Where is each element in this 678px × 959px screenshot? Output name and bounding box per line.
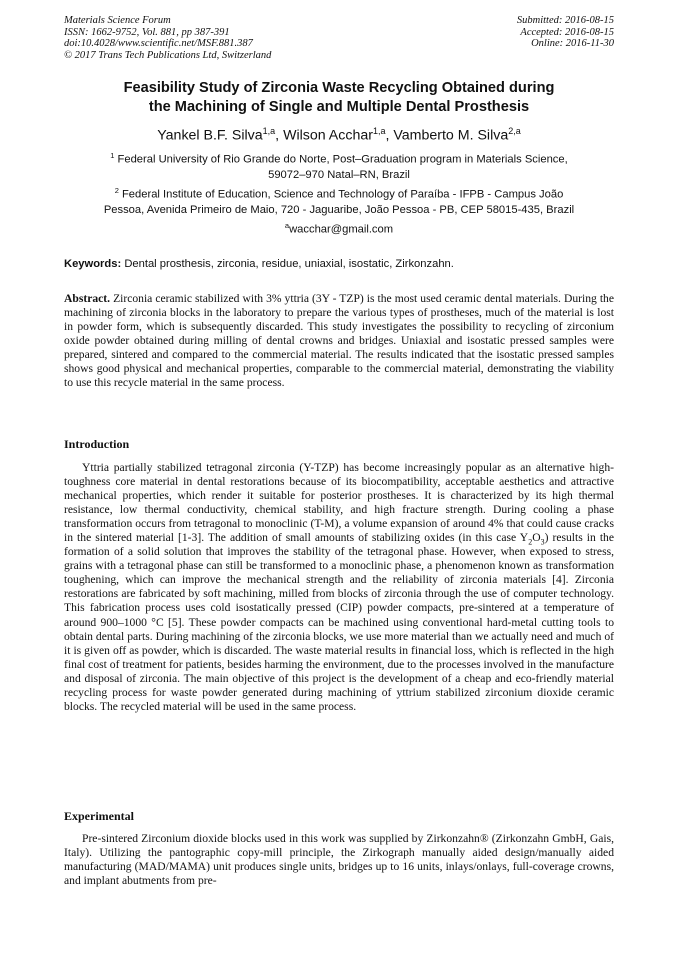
affiliation-1 — [64, 148, 614, 183]
formula-sub-1: 2 — [528, 537, 533, 547]
author-2-affil: 1,a — [372, 126, 386, 136]
journal-doi[interactable]: doi:10.4028/www.scientific.net/MSF.881.387 — [64, 38, 253, 49]
affiliation-1-line-1: Federal University of Rio Grande do Norte, Post–Graduation program in Materials Science, — [117, 153, 568, 166]
paper-title — [40, 79, 638, 116]
authors: Yankel B.F. Silva$^{1,a}$, Wilson Acchar$^{1,a}$, Vamberto M. Silva$^{2,a}$ — [157, 126, 521, 144]
contact-email — [64, 221, 614, 236]
introduction-text-2: ) results in the formation of a solid solution that improves the stability of the tetragonal phase. However, when exposed to stress, grains with a tetragonal phase can still be transformed to a monoclinic phase, a phenomenon known as transformation toughening, which can improve the mechanical strength and the reliability of zirconia materials [4]. Zirconia restorations are fabricated by soft machining, milled from blocks of zirconia through the use of computer technology. This fabrication process uses cold isostatically pressed (CIP) powder compacts, pre-sintered at a temperature of around 900–1000 °C [5]. These powder compacts can be machined using conventional hard-metal cutting tools to obtain dental parts. During machining of the zirconia blocks, we use more material than we actually need and much of it is given off as powder, which is discarded. The waste material results in financial loss, which is reflected in the high final cost of treatment for patients, besides harming the environment, due to the processes involved in the manufacture and disposal of zirconia. The main objective of this project is the development of a cheap and eco-friendly material recycling process for waste powder generated during machining of yttrium stabilized zirconium dioxide ceramic blocks. The recycled material will be used in the same process. — [64, 531, 614, 713]
experimental-body: Pre-sintered Zirconium dioxide blocks used in this work was supplied by Zirkonzahn® (Zirkonzahn GmbH, Gais, Italy). Utilizing the pantographic copy-mill principle, the Zirkograph manually aided design/manually aided manufacturing (MAD/MAMA) unit produces single units, bridges up to 16 units, inlays/onlays, full-coverage crowns, and implant abutments from pre- — [64, 832, 614, 888]
affiliation-2-number: 2 — [114, 186, 119, 195]
keywords-label: Keywords: — [64, 258, 122, 270]
author-2: Wilson Acchar — [283, 127, 373, 144]
journal-copyright: © 2017 Trans Tech Publications Ltd, Switzerland — [64, 49, 272, 61]
introduction-text-1: Yttria partially stabilized tetragonal zirconia (Y-TZP) has become increasingly popular as an alternative high-toughness core material in dental restorations because of its biocompatibility, acceptable aesthetics and attractive mechanical properties, which render it suitable for posterior prostheses. It is characterized by its high thermal resistance, low thermal conductivity, chemical stability, and high fracture strength. During cooling a phase transformation occurs from tetragonal to monoclinic (T-M), a volume expansion of around 4% that could cause cracks in the sintered material [1-3]. The addition of small amounts of stabilizing oxides (in this case Y — [64, 461, 614, 545]
abstract-label: Abstract. — [64, 292, 111, 305]
introduction-body — [64, 461, 614, 714]
author-3: Vamberto M. Silva — [393, 127, 509, 144]
affiliation-2-line-1: Federal Institute of Education, Science and Technology of Paraíba - IFPB - Campus João — [121, 188, 564, 201]
author-3-affil: 2,a — [508, 126, 521, 136]
journal-issn: ISSN: 1662-9752, Vol. 881, pp 387-391 — [64, 26, 230, 38]
email-marker: a — [284, 221, 290, 230]
keywords-text: Dental prosthesis, zirconia, residue, uniaxial, isostatic, Zirkonzahn. — [124, 258, 454, 270]
dates-header — [517, 15, 614, 50]
introduction-heading: Introduction — [64, 437, 130, 451]
journal-header — [64, 15, 271, 61]
formula-sub-2: 3 — [540, 537, 545, 547]
author-1-affil: 1,a — [262, 126, 276, 136]
affiliation-1-number: 1 — [110, 151, 115, 160]
abstract — [64, 292, 614, 390]
online-date: Online: 2016-11-30 — [531, 38, 614, 49]
affiliation-1-line-2: 59072–970 Natal–RN, Brazil — [268, 168, 410, 181]
accepted-date: Accepted: 2016-08-15 — [520, 26, 614, 38]
submitted-date: Submitted: 2016-08-15 — [516, 15, 614, 26]
experimental-heading: Experimental — [64, 809, 134, 823]
affiliation-2 — [64, 183, 614, 218]
email-address[interactable]: wacchar@gmail.com — [289, 223, 394, 236]
keywords — [64, 258, 614, 270]
title-line-2: the Machining of Single and Multiple Dental Prosthesis — [148, 98, 530, 115]
abstract-text: Zirconia ceramic stabilized with 3% yttria (3Y - TZP) is the most used ceramic dental materials. During the machining of zirconia blocks in the laboratory to prepare the various types of prostheses, much of the material is lost in powder form, which is subsequently discarded. This study investigates the possibility to recycling of zirconium oxide powder obtained during milling of dental crowns and bridges. Uniaxial and isostatic pressed samples were prepared, sintered and compared to the commercial material. The results indicated that the isostatic pressed samples shows good physical and mechanical properties, comparable to the commercial material, demonstrating the viability to use this recycle material in the same process. — [64, 292, 614, 390]
formula-oxygen: O — [532, 531, 541, 545]
affiliation-2-line-2: Pessoa, Avenida Primeiro de Maio, 720 - Jaguaribe, João Pessoa - PB, CEP 58015-435, Brazil — [103, 203, 575, 216]
author-1: Yankel B.F. Silva — [157, 127, 263, 144]
title-line-1: Feasibility Study of Zirconia Waste Recycling Obtained during — [123, 80, 555, 96]
journal-name: Materials Science Forum — [64, 15, 171, 26]
